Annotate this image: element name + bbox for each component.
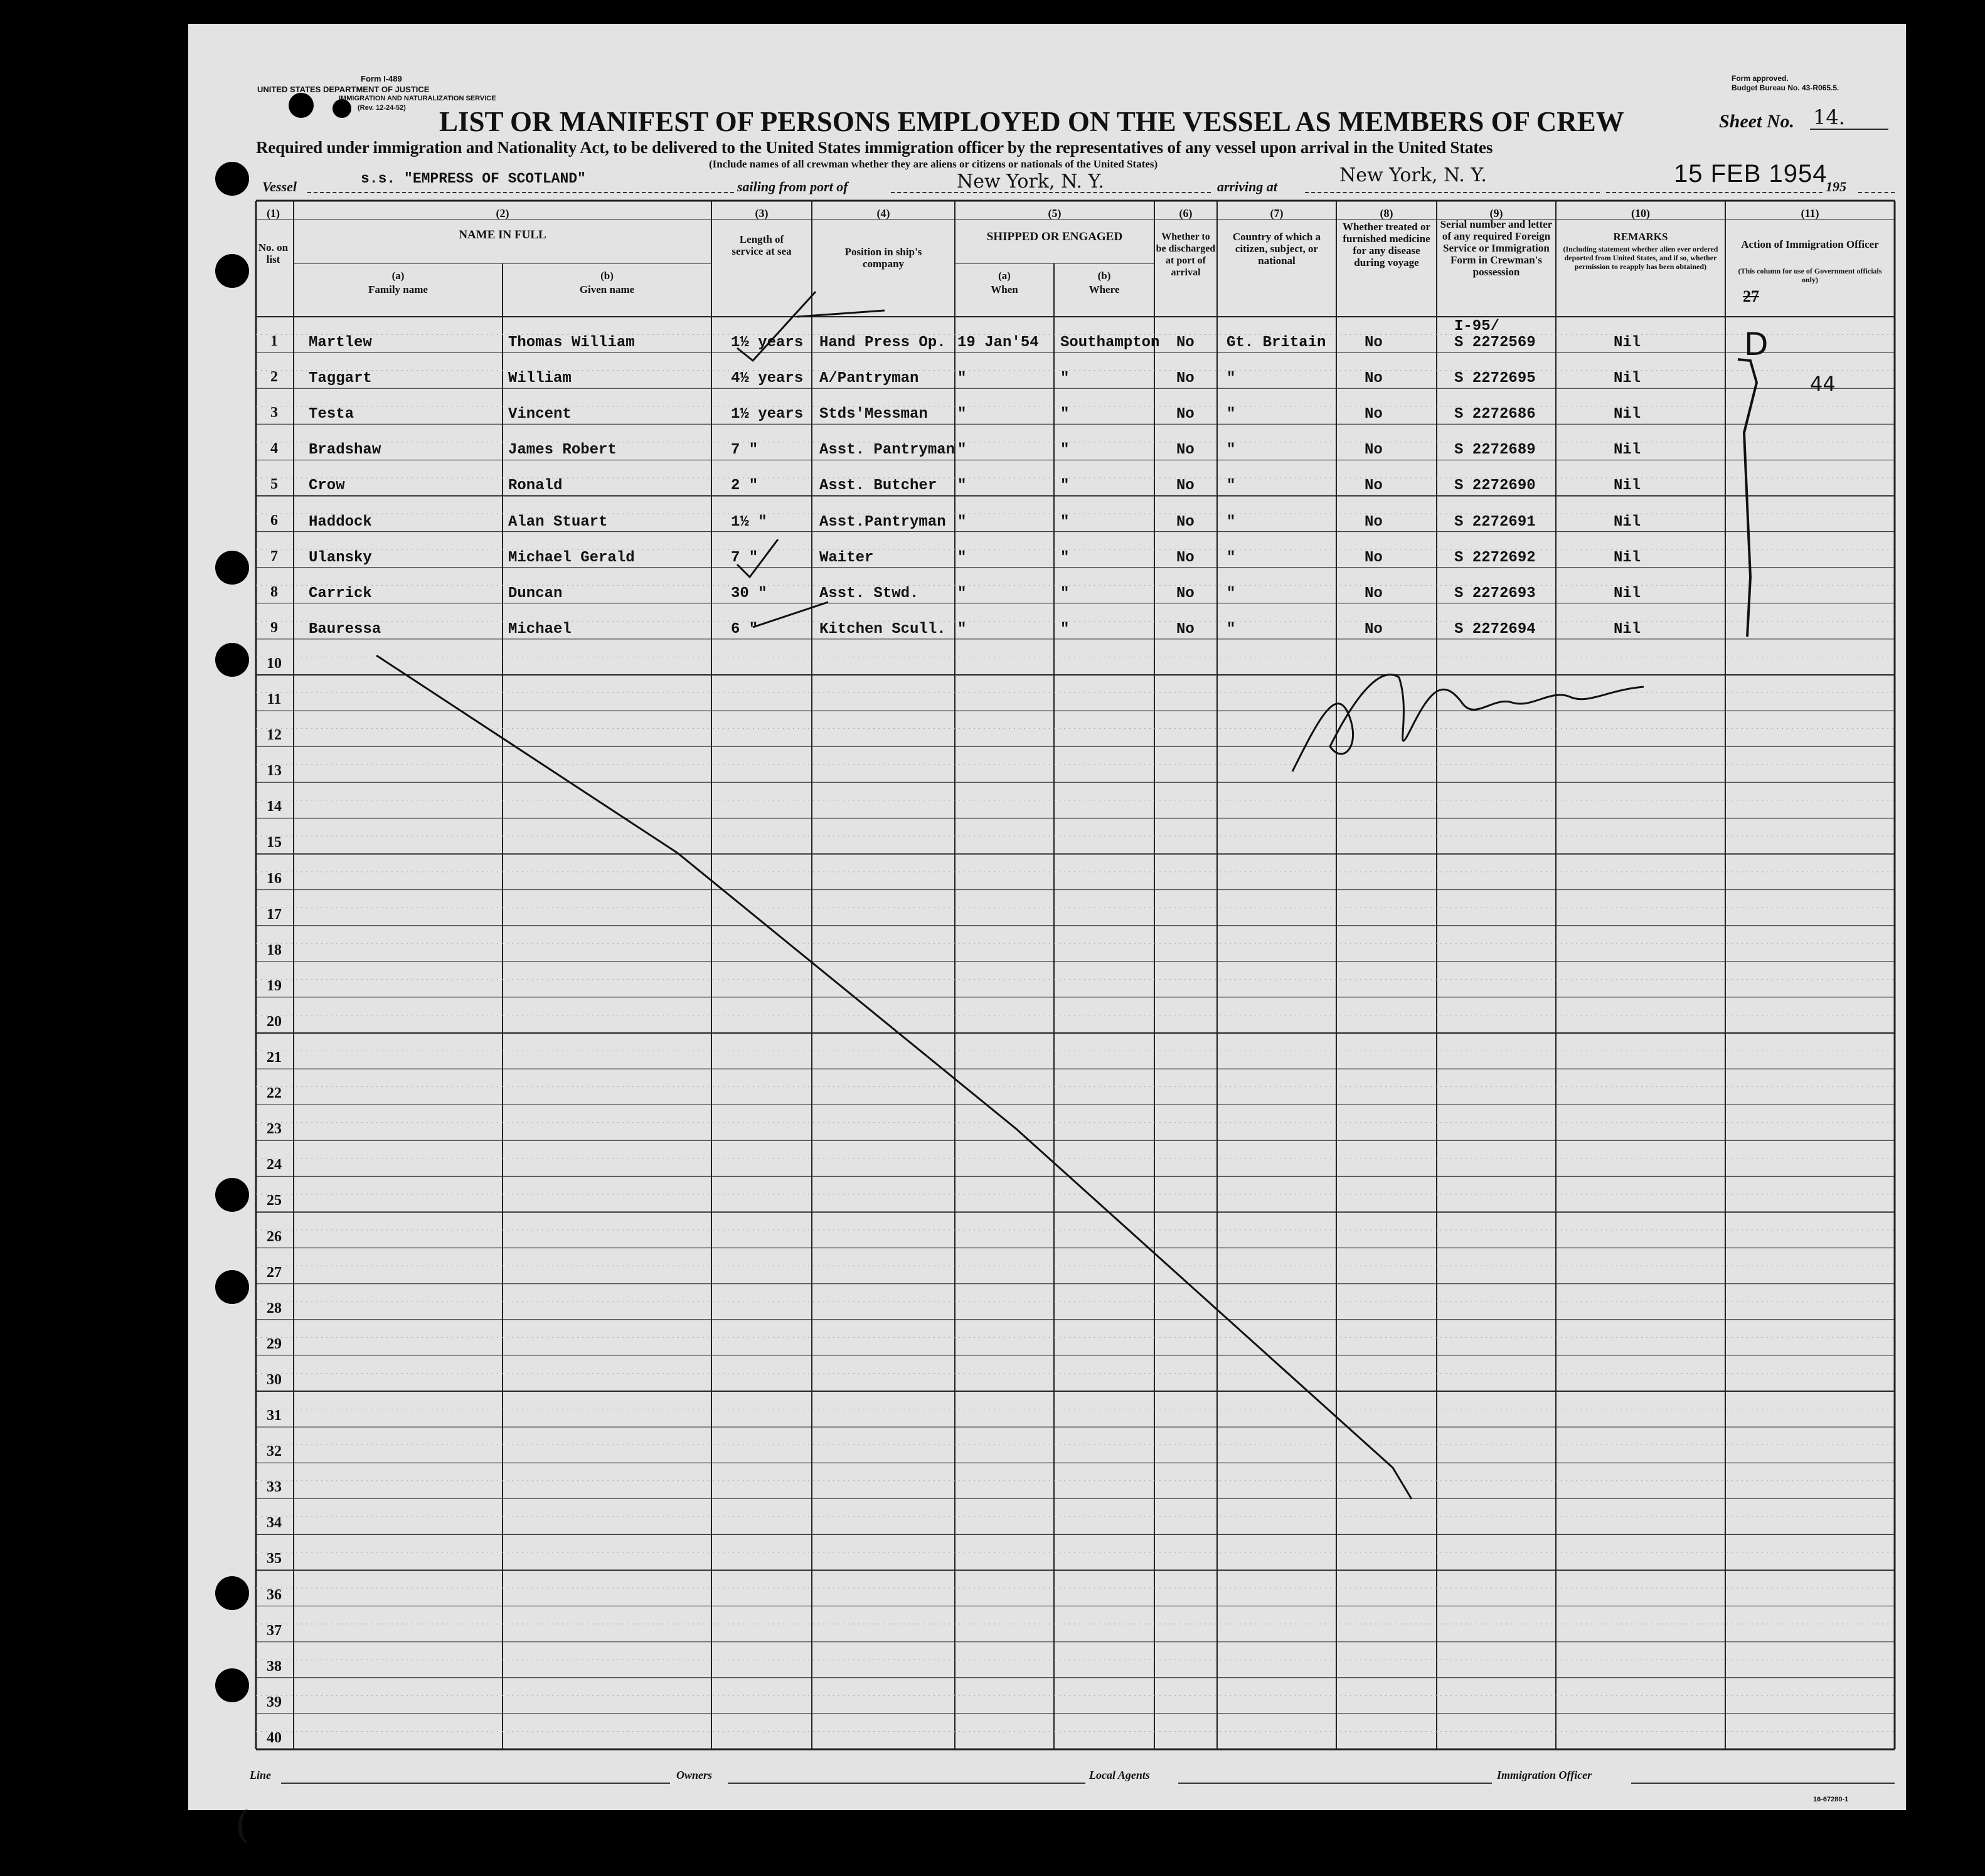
officer-count: 44	[1810, 372, 1836, 396]
row-number: 18	[267, 941, 282, 958]
cell-where: "	[1060, 513, 1070, 531]
form-approved: Form approved.	[1732, 74, 1789, 83]
row-number: 9	[270, 619, 278, 636]
row-number: 17	[267, 906, 282, 923]
col-7-header: Country of which a citizen, subject, or national	[1232, 231, 1321, 267]
footer-local-agents: Local Agents	[1089, 1769, 1150, 1781]
cell-discharged: No	[1176, 370, 1195, 388]
footer-immigration-officer: Immigration Officer	[1497, 1769, 1592, 1781]
col-4-header: Position in ship's company	[844, 246, 922, 270]
cell-remarks: Nil	[1614, 549, 1641, 566]
cell-when: "	[957, 477, 967, 495]
col-6-header: Whether to be discharged at port of arrival	[1156, 231, 1216, 278]
row-number: 12	[267, 727, 282, 744]
col-11-number: (11)	[1801, 207, 1819, 220]
row-number: 36	[267, 1586, 282, 1603]
cell-position: Asst. Butcher	[819, 477, 937, 495]
col-2-number: (2)	[496, 207, 509, 220]
cell-where: "	[1060, 620, 1070, 638]
col-5b-number: (b)	[1097, 270, 1111, 282]
vessel-label: Vessel	[262, 179, 297, 194]
row-number: 38	[267, 1658, 282, 1675]
col-10-header: REMARKS	[1613, 231, 1668, 243]
row-number: 35	[267, 1550, 282, 1567]
cell-family: Ulansky	[309, 549, 372, 566]
cell-remarks: Nil	[1614, 585, 1641, 602]
cell-serial: S 2272689	[1454, 442, 1536, 459]
row-number: 24	[267, 1157, 282, 1174]
row-number: 33	[267, 1479, 282, 1496]
row-number: 27	[267, 1264, 282, 1281]
col-11-note: (This column for use of Government officials only)	[1738, 267, 1882, 284]
cell-family: Carrick	[309, 585, 372, 602]
cell-service: 4½ years	[731, 370, 804, 388]
cell-family: Taggart	[309, 370, 372, 388]
cell-treated: No	[1365, 513, 1383, 531]
cell-given: James Robert	[508, 442, 617, 459]
officer-signature	[1292, 675, 1644, 771]
col-8-number: (8)	[1380, 207, 1393, 220]
row-number: 29	[267, 1335, 282, 1352]
check-mark	[753, 602, 828, 627]
col-9-header: Serial number and letter of any required Foreign Service or Immigration Form in Crewman's possession	[1440, 218, 1553, 278]
row-number: 39	[267, 1693, 282, 1710]
cell-family: Bauressa	[309, 620, 381, 638]
cell-when: "	[957, 513, 967, 531]
subtitle: Required under immigration and Nationality Act, to be delivered to the United States immigration officer by the representatives of any vessel upon arrival in the United States	[256, 138, 1493, 157]
cell-treated: No	[1365, 442, 1383, 459]
cell-discharged: No	[1176, 620, 1195, 638]
cell-family: Haddock	[309, 513, 372, 531]
cell-position: Asst.Pantryman	[819, 513, 946, 531]
cell-country: "	[1227, 513, 1236, 531]
cell-when: "	[957, 442, 967, 459]
col-2b-number: (b)	[600, 270, 614, 282]
col-2a-number: (a)	[391, 270, 405, 282]
cell-family: Bradshaw	[309, 442, 381, 459]
cell-remarks: Nil	[1614, 477, 1641, 495]
revision: (Rev. 12-24-52)	[358, 104, 406, 112]
cell-given: Duncan	[508, 585, 563, 602]
cell-where: "	[1060, 442, 1070, 459]
row-number: 34	[267, 1515, 282, 1532]
cell-position: Stds'Messman	[819, 406, 928, 423]
cell-when: "	[957, 370, 967, 388]
form-number: Form I-489	[361, 74, 402, 83]
col-10-note: (Including statement whether alien ever ordered deported from United States, and if so, whether permission to reapply has been obtained)	[1563, 245, 1718, 271]
cell-family: Crow	[309, 477, 345, 495]
row-number: 5	[270, 476, 278, 493]
cell-discharged: No	[1176, 585, 1195, 602]
row-number: 2	[270, 369, 278, 386]
row-number: 8	[270, 583, 278, 600]
cell-when: "	[957, 549, 967, 566]
cell-when: 19 Jan'54	[957, 334, 1039, 351]
cell-discharged: No	[1176, 513, 1195, 531]
cell-country: "	[1227, 442, 1236, 459]
row-number: 22	[267, 1085, 282, 1102]
service: IMMIGRATION AND NATURALIZATION SERVICE	[339, 95, 496, 102]
margin-mark: (	[235, 1803, 250, 1847]
row-number: 4	[270, 440, 278, 457]
cell-treated: No	[1365, 334, 1383, 351]
col-9-number: (9)	[1489, 207, 1503, 220]
col-11-header: Action of Immigration Officer	[1741, 238, 1879, 250]
cell-discharged: No	[1176, 406, 1195, 423]
col-3-number: (3)	[755, 207, 769, 220]
cell-serial: S 2272569	[1454, 334, 1536, 351]
col-5b-header: Where	[1088, 284, 1120, 295]
cell-country: "	[1227, 477, 1236, 495]
cell-serial: S 2272695	[1454, 370, 1536, 388]
check-mark	[737, 292, 816, 361]
cell-treated: No	[1365, 585, 1383, 602]
cell-position: Asst. Stwd.	[819, 585, 919, 602]
row-number: 23	[267, 1121, 282, 1138]
cell-country: "	[1227, 406, 1236, 423]
year-suffix: 195	[1826, 179, 1846, 194]
row-number: 14	[267, 798, 282, 815]
check-mark	[737, 539, 778, 577]
cell-given: Alan Stuart	[508, 513, 608, 531]
row-number: 31	[267, 1407, 282, 1424]
cell-given: Vincent	[508, 406, 572, 423]
officer-mark: D	[1744, 326, 1769, 363]
col-5a-number: (a)	[998, 270, 1011, 282]
row-number: 13	[267, 763, 282, 780]
subnote: (Include names of all crewman whether they are aliens or citizens or nationals of the United States)	[709, 158, 1158, 170]
row-number: 28	[267, 1300, 282, 1317]
cell-discharged: No	[1176, 549, 1195, 566]
cell-position: Asst. Pantryman	[819, 442, 955, 459]
col-7-number: (7)	[1270, 207, 1284, 220]
row-number: 7	[270, 548, 278, 564]
cell-remarks: Nil	[1614, 513, 1641, 531]
sheet-number: 14.	[1813, 105, 1845, 129]
row-number: 20	[267, 1013, 282, 1030]
cell-when: "	[957, 620, 967, 638]
cell-where: "	[1060, 585, 1070, 602]
col-5-header: SHIPPED OR ENGAGED	[986, 230, 1123, 243]
row-number: 26	[267, 1228, 282, 1245]
col-2b-header: Given name	[579, 284, 635, 295]
row-number: 15	[267, 834, 282, 851]
cell-serial: S 2272691	[1454, 513, 1536, 531]
cell-service: 1½ "	[731, 513, 767, 531]
row-number: 16	[267, 870, 282, 887]
cell-where: "	[1060, 549, 1070, 566]
sheet-label: Sheet No.	[1719, 111, 1794, 132]
row-number: 1	[270, 333, 278, 349]
cell-remarks: Nil	[1614, 406, 1641, 423]
budget-bureau: Budget Bureau No. 43-R065.5.	[1732, 83, 1839, 92]
cancel-diagonal-line	[376, 655, 1412, 1499]
cell-given: Ronald	[508, 477, 563, 495]
cell-given: William	[508, 370, 572, 388]
cell-position: A/Pantryman	[819, 370, 919, 388]
cell-remarks: Nil	[1614, 620, 1641, 638]
arriving-label: arriving at	[1217, 179, 1277, 194]
cell-where: "	[1060, 477, 1070, 495]
col-6-number: (6)	[1179, 207, 1193, 220]
col-1-header: No. on list	[258, 241, 289, 265]
check-mark	[797, 310, 885, 317]
cell-given: Michael Gerald	[508, 549, 635, 566]
row-number: 10	[267, 655, 282, 672]
cell-service: 6 "	[731, 620, 758, 638]
print-code: 16-67280-1	[1813, 1796, 1849, 1803]
row-number: 3	[270, 405, 278, 421]
col-10-number: (10)	[1631, 207, 1650, 220]
serial-prefix: I-95/	[1454, 318, 1500, 335]
cell-serial: S 2272694	[1454, 620, 1536, 638]
col-5-number: (5)	[1048, 207, 1062, 220]
footer-line: Line	[250, 1769, 271, 1781]
cell-service: 30 "	[731, 585, 767, 602]
struck-number: 27	[1743, 287, 1759, 305]
row-number: 6	[270, 512, 278, 529]
col-4-number: (4)	[876, 207, 890, 220]
cell-treated: No	[1365, 549, 1383, 566]
cell-discharged: No	[1176, 334, 1195, 351]
bracket-stroke	[1738, 359, 1757, 637]
row-number: 40	[267, 1729, 282, 1746]
row-number: 19	[267, 977, 282, 994]
cell-position: Kitchen Scull.	[819, 620, 946, 638]
cell-treated: No	[1365, 620, 1383, 638]
cell-serial: S 2272686	[1454, 406, 1536, 423]
cell-serial: S 2272690	[1454, 477, 1536, 495]
cell-service: 1½ years	[731, 334, 804, 351]
cell-country: "	[1227, 620, 1236, 638]
cell-discharged: No	[1176, 477, 1195, 495]
col-1-number: (1)	[267, 207, 280, 220]
date-stamp: 15 FEB 1954	[1674, 160, 1828, 188]
col-8-header: Whether treated or furnished medicine for any disease during voyage	[1342, 221, 1431, 268]
col-5a-header: When	[991, 284, 1018, 295]
cell-remarks: Nil	[1614, 370, 1641, 388]
row-number: 25	[267, 1192, 282, 1209]
cell-service: 7 "	[731, 549, 758, 566]
cell-when: "	[957, 406, 967, 423]
cell-serial: S 2272693	[1454, 585, 1536, 602]
page-title: LIST OR MANIFEST OF PERSONS EMPLOYED ON THE VESSEL AS MEMBERS OF CREW	[439, 106, 1624, 137]
cell-given: Michael	[508, 620, 572, 638]
cell-treated: No	[1365, 406, 1383, 423]
cell-family: Testa	[309, 406, 354, 423]
cell-given: Thomas William	[508, 334, 635, 351]
cell-where: "	[1060, 406, 1070, 423]
row-number: 30	[267, 1371, 282, 1388]
cell-service: 1½ years	[731, 406, 804, 423]
sailing-label: sailing from port of	[737, 179, 848, 194]
cell-service: 7 "	[731, 442, 758, 459]
cell-remarks: Nil	[1614, 442, 1641, 459]
cell-position: Waiter	[819, 549, 874, 566]
row-number: 32	[267, 1443, 282, 1460]
cell-country: "	[1227, 549, 1236, 566]
cell-where: "	[1060, 370, 1070, 388]
col-2a-header: Family name	[368, 284, 428, 295]
col-2-header: NAME IN FULL	[459, 228, 546, 241]
col-3-header: Length of service at sea	[732, 233, 792, 257]
cell-serial: S 2272692	[1454, 549, 1536, 566]
row-number: 21	[267, 1049, 282, 1066]
cell-service: 2 "	[731, 477, 758, 495]
cell-family: Martlew	[309, 334, 372, 351]
arriving-port: New York, N. Y.	[1339, 164, 1487, 186]
cell-where: Southampton	[1060, 334, 1160, 351]
cell-discharged: No	[1176, 442, 1195, 459]
department: UNITED STATES DEPARTMENT OF JUSTICE	[257, 85, 430, 94]
footer-owners: Owners	[676, 1769, 713, 1781]
cell-treated: No	[1365, 370, 1383, 388]
vessel-name: s.s. "EMPRESS OF SCOTLAND"	[361, 171, 586, 187]
row-number: 37	[267, 1622, 282, 1639]
cell-when: "	[957, 585, 967, 602]
cell-position: Hand Press Op.	[819, 334, 946, 351]
row-number: 11	[267, 691, 282, 707]
cell-country: Gt. Britain	[1227, 334, 1326, 351]
sailing-port: New York, N. Y.	[957, 171, 1104, 193]
cell-country: "	[1227, 585, 1236, 602]
cell-remarks: Nil	[1614, 334, 1641, 351]
cell-country: "	[1227, 370, 1236, 388]
cell-treated: No	[1365, 477, 1383, 495]
